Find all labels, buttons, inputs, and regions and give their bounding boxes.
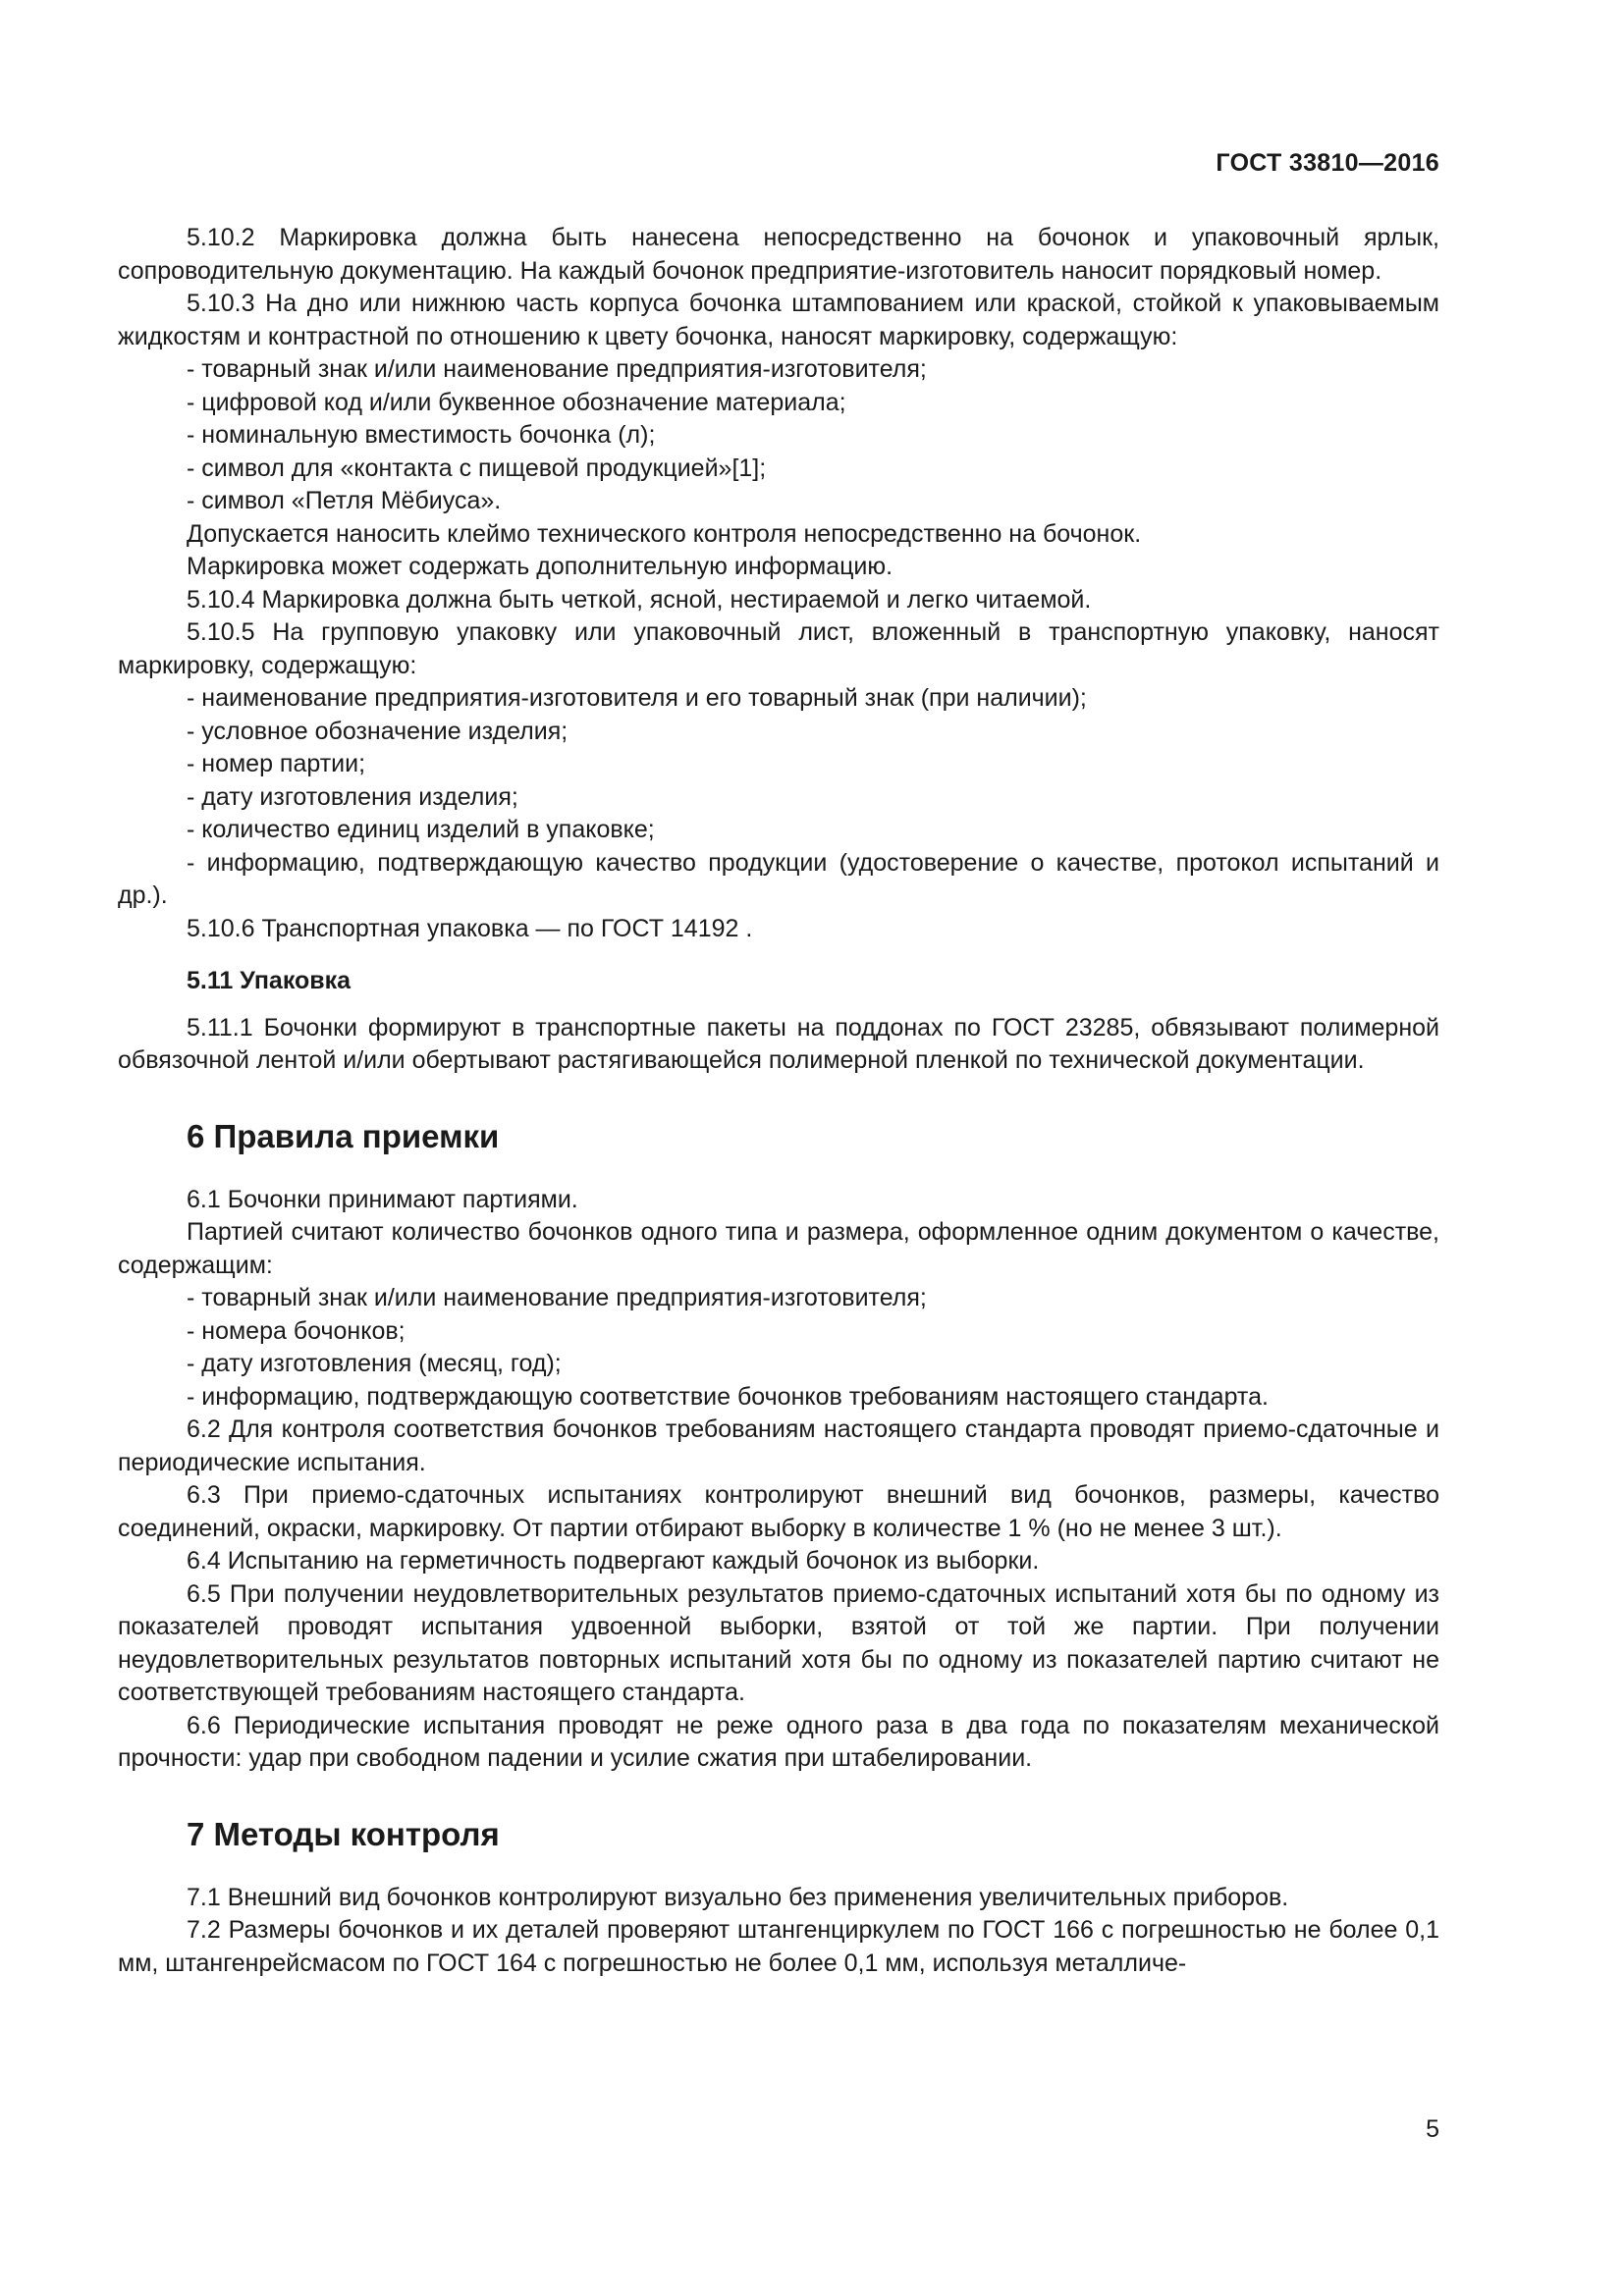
section-heading: 6 Правила приемки <box>187 1117 500 1154</box>
list-item: - символ для «контакта с пищевой продукцией»[1]; <box>187 454 767 482</box>
paragraph: 6.4 Испытанию на герметичность подвергают каждый бочонок из выборки. <box>187 1547 1040 1575</box>
paragraph: 6.2 Для контроля соответствия бочонков требованиям настоящего стандарта проводят приемо-сдаточные и периодические испытания. <box>118 1415 1439 1476</box>
list-item: - номер партии; <box>187 750 366 777</box>
paragraph: Допускается наносить клеймо технического контроля непосредственно на бочонок. <box>187 519 1142 548</box>
list-item: - условное обозначение изделия; <box>187 717 568 745</box>
list-item: - цифровой код и/или буквенное обозначение материала; <box>187 388 846 416</box>
document-body <box>118 222 1439 1980</box>
list-item: - наименование предприятия-изготовителя и его товарный знак (при наличии); <box>187 684 1087 712</box>
list-item: - дату изготовления (месяц, год); <box>187 1350 562 1377</box>
list-item: - товарный знак и/или наименование предприятия-изготовителя; <box>187 355 927 383</box>
list-item: - количество единиц изделий в упаковке; <box>187 816 655 843</box>
paragraph: 5.10.2 Маркировка должна быть нанесена непосредственно на бочонок и упаковочный ярлык, сопроводительную документацию. На каждый бочонок предприятие-изготовитель наносит порядковый номер. <box>118 224 1439 285</box>
section-heading: 7 Методы контроля <box>187 1815 500 1852</box>
list-item: - товарный знак и/или наименование предприятия-изготовителя; <box>187 1284 927 1311</box>
paragraph: 7.2 Размеры бочонков и их деталей проверяют штангенциркулем по ГОСТ 166 с погрешностью не более 0,1 мм, штангенрейсмасом по ГОСТ 164 с погрешностью не более 0,1 мм, используя металличе- <box>118 1916 1439 1977</box>
list-item: - номинальную вместимость бочонка (л); <box>187 421 656 449</box>
paragraph: 5.10.6 Транспортная упаковка — по ГОСТ 14192 . <box>187 914 753 942</box>
list-item: - информацию, подтверждающую качество продукции (удостоверение о качестве, протокол испытаний и др.). <box>118 848 1439 909</box>
paragraph: 6.1 Бочонки принимают партиями. <box>187 1185 578 1213</box>
paragraph: 6.3 При приемо-сдаточных испытаниях контролируют внешний вид бочонков, размеры, качество соединений, окраски, маркировку. От партии отбирают выборку в количестве 1 % (но не менее 3 шт.). <box>118 1481 1439 1542</box>
paragraph: 5.10.3 На дно или нижнюю часть корпуса бочонка штампованием или краской, стойкой к упаковываемым жидкостям и контрастной по отношению к цвету бочонка, наносят маркировку, содержащую: <box>118 290 1439 350</box>
document-code-header: ГОСТ 33810—2016 <box>1216 149 1439 177</box>
paragraph: 5.10.5 На групповую упаковку или упаковочный лист, вложенный в транспортную упаковку, наносят маркировку, содержащую: <box>118 618 1439 679</box>
list-item: - символ «Петля Мёбиуса». <box>187 487 502 514</box>
paragraph: 7.1 Внешний вид бочонков контролируют визуально без применения увеличительных приборов. <box>187 1883 1289 1911</box>
paragraph: Маркировка может содержать дополнительную информацию. <box>187 553 893 580</box>
page-number: 5 <box>1426 2115 1439 2143</box>
list-item: - номера бочонков; <box>187 1316 406 1345</box>
paragraph: 5.11.1 Бочонки формируют в транспортные пакеты на поддонах по ГОСТ 23285, обвязывают полимерной обвязочной лентой и/или обертывают растягивающейся полимерной пленкой по технической документации. <box>118 1013 1439 1074</box>
paragraph: 6.6 Периодические испытания проводят не реже одного раза в два года по показателям механической прочности: удар при свободном падении и усилие сжатия при штабелировании. <box>118 1711 1439 1772</box>
list-item: - дату изготовления изделия; <box>187 782 518 811</box>
paragraph: Партией считают количество бочонков одного типа и размера, оформленное одним документом о качестве, содержащим: <box>118 1218 1439 1279</box>
paragraph: 6.5 При получении неудовлетворительных результатов приемо-сдаточных испытаний хотя бы по одному из показателей проводят испытания удвоенной выборки, взятой от той же партии. При получении неудовлетворительных результатов повторных испытаний хотя бы по одному из показателей партию считают не соответствующей требованиям настоящего стандарта. <box>118 1579 1439 1706</box>
list-item: - информацию, подтверждающую соответствие бочонков требованиям настоящего стандарта. <box>187 1382 1269 1411</box>
paragraph: 5.10.4 Маркировка должна быть четкой, ясной, нестираемой и легко читаемой. <box>187 585 1092 614</box>
subsection-heading: 5.11 Упаковка <box>187 967 352 994</box>
